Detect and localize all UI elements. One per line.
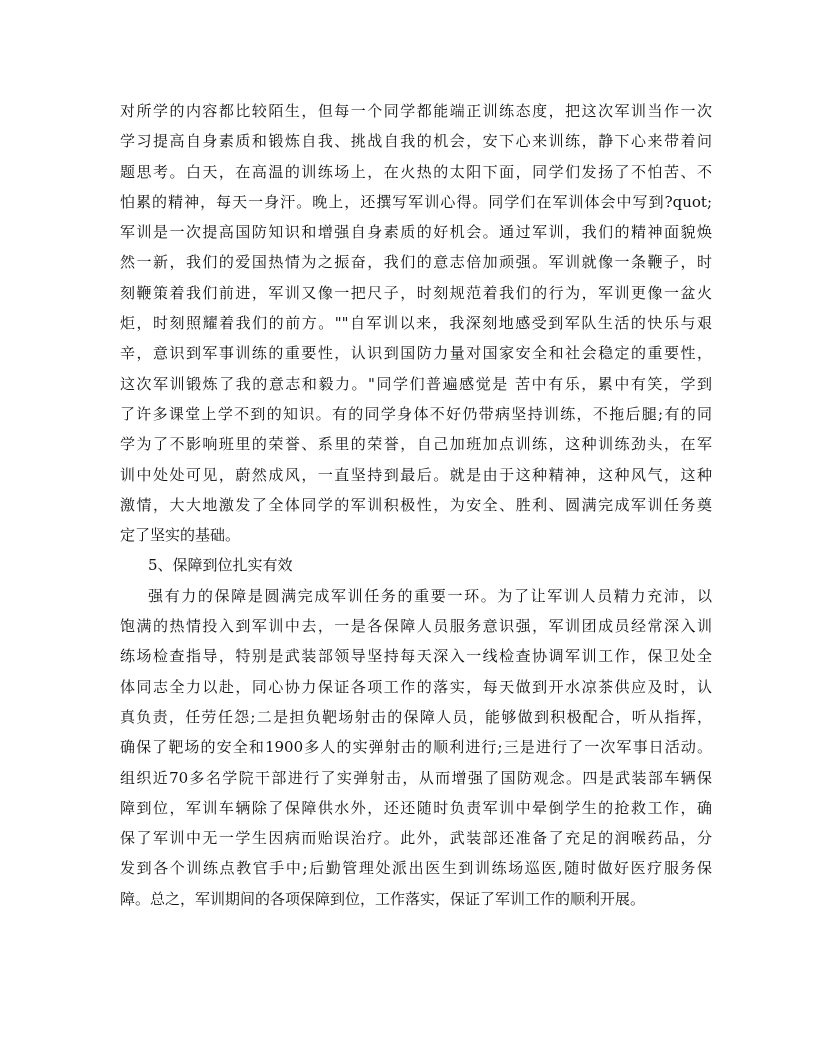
text-line: 训中处处可见，蔚然成风，一直坚持到最后。就是由于这种精神，这种风气，这种 (120, 465, 712, 484)
section-heading: 5、保障到位扎实有效 (148, 556, 293, 575)
text-line: 对所学的内容都比较陌生，但每一个同学都能端正训练态度，把这次军训当作一次 (120, 102, 712, 120)
text-line: 刻鞭策着我们前进，军训又像一把尺子，时刻规范着我们的行为，军训更像一盆火 (120, 283, 712, 302)
text-line: 学习提高自身素质和锻炼自我、挑战自我的机会，安下心来训练，静下心来带着问 (120, 132, 712, 151)
text-line: 练场检查指导，特别是武装部领导坚持每天深入一线检查协调军训工作，保卫处全 (120, 647, 712, 666)
text-line: 定了坚实的基础。 (120, 526, 241, 545)
text-line: 炬，时刻照耀着我们的前方。""自军训以来，我深刻地感受到军队生活的快乐与艰 (120, 314, 712, 333)
text-line: 这次军训锻炼了我的意志和毅力。"同学们普遍感觉是 苦中有乐，累中有笑，学到 (120, 374, 712, 393)
text-line: 学为了不影响班里的荣誉、系里的荣誉，自己加班加点训练，这种训练劲头，在军 (120, 435, 712, 454)
text-line: 障到位，军训车辆除了保障供水外，还还随时负责军训中晕倒学生的抢救工作，确 (120, 798, 712, 817)
text-line: 真负责，任劳任怨;二是担负靶场射击的保障人员，能够做到积极配合，听从指挥， (120, 707, 712, 726)
text-line: 保了军训中无一学生因病而贻误治疗。此外，武装部还准备了充足的润喉药品，分 (120, 829, 712, 848)
text-line: 障。总之，军训期间的各项保障到位，工作落实，保证了军训工作的顺利开展。 (120, 889, 646, 908)
text-line: 确保了靶场的安全和1900多人的实弹射击的顺利进行;三是进行了一次军事日活动。 (120, 738, 712, 757)
text-line: 激情，大大地激发了全体同学的军训积极性，为安全、胜利、圆满完成军训任务奠 (120, 495, 712, 514)
text-line: 然一新，我们的爱国热情为之振奋，我们的意志倍加顽强。军训就像一条鞭子，时 (120, 253, 712, 272)
text-line: 体同志全力以赴，同心协力保证各项工作的落实，每天做到开水凉茶供应及时，认 (120, 677, 712, 696)
text-line: 强有力的保障是圆满完成军训任务的重要一环。为了让军训人员精力充沛，以 (148, 586, 712, 605)
text-line: 饱满的热情投入到军训中去，一是各保障人员服务意识强，军训团成员经常深入训 (120, 617, 712, 636)
text-line: 组织近70多名学院干部进行了实弹射击，从而增强了国防观念。四是武装部车辆保 (120, 768, 712, 787)
text-line: 怕累的精神，每天一身汗。晚上，还撰写军训心得。同学们在军训体会中写到?quot; (120, 192, 712, 211)
body-text (120, 96, 712, 914)
text-line: 军训是一次提高国防知识和增强自身素质的好机会。通过军训，我们的精神面貌焕 (120, 223, 712, 242)
text-line: 题思考。白天，在高温的训练场上，在火热的太阳下面，同学们发扬了不怕苦、不 (120, 162, 712, 181)
text-line: 发到各个训练点教官手中;后勤管理处派出医生到训练场巡医,随时做好医疗服务保 (120, 859, 712, 878)
text-line: 辛，意识到军事训练的重要性，认识到国防力量对国家安全和社会稳定的重要性， (120, 344, 712, 363)
text-line: 了许多课堂上学不到的知识。有的同学身体不好仍带病坚持训练，不拖后腿;有的同 (120, 404, 712, 423)
